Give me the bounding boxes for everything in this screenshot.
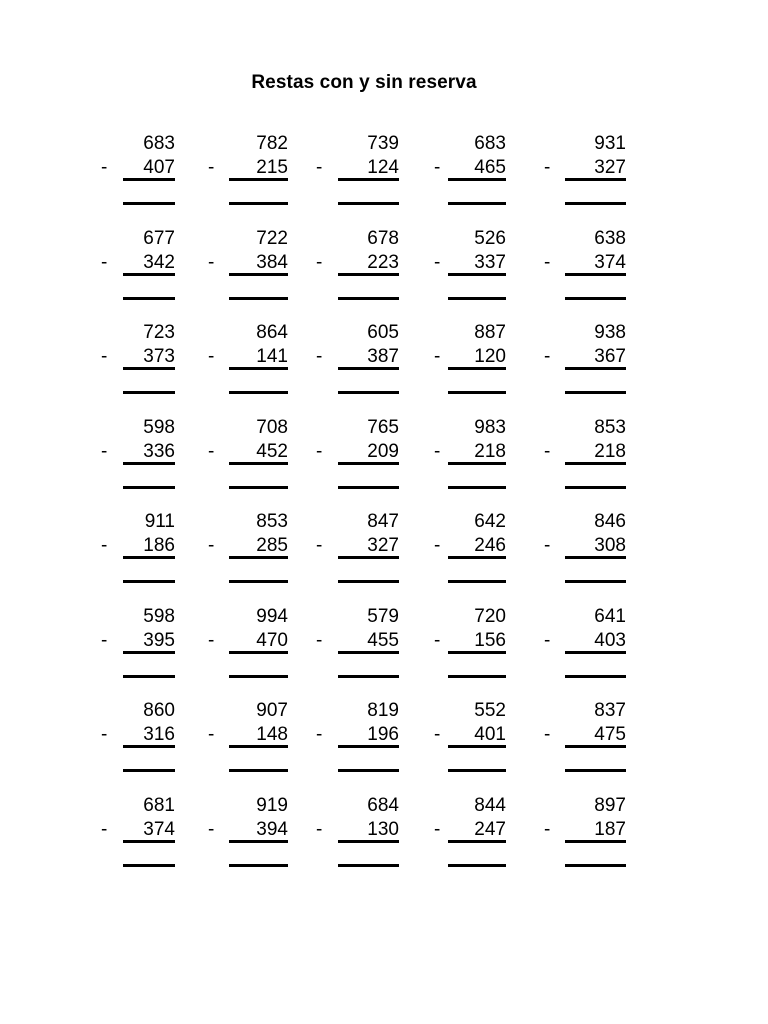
operation-line xyxy=(338,367,399,370)
subtrahend: 209 xyxy=(367,441,399,462)
minuend: 723 xyxy=(143,322,175,343)
minuend: 708 xyxy=(256,417,288,438)
minus-sign: - xyxy=(434,346,441,367)
minus-sign: - xyxy=(434,535,441,556)
minuend: 722 xyxy=(256,228,288,249)
minus-sign: - xyxy=(101,441,108,462)
minus-sign: - xyxy=(101,252,108,273)
subtrahend: 401 xyxy=(474,724,506,745)
operation-line xyxy=(565,840,626,843)
minus-sign: - xyxy=(208,630,215,651)
subtrahend: 186 xyxy=(143,535,175,556)
operation-line xyxy=(123,367,175,370)
answer-line xyxy=(338,297,399,300)
subtrahend: 156 xyxy=(474,630,506,651)
minuend: 683 xyxy=(143,133,175,154)
minus-sign: - xyxy=(544,630,551,651)
subtraction-problem xyxy=(316,605,399,679)
subtraction-problem xyxy=(544,699,626,773)
operation-line xyxy=(229,745,288,748)
operation-line xyxy=(229,651,288,654)
answer-line xyxy=(123,675,175,678)
answer-line xyxy=(565,580,626,583)
minuend: 844 xyxy=(474,795,506,816)
minus-sign: - xyxy=(316,252,323,273)
subtraction-problem xyxy=(208,699,288,773)
operation-line xyxy=(448,556,506,559)
operation-line xyxy=(338,745,399,748)
subtrahend: 141 xyxy=(256,346,288,367)
answer-line xyxy=(448,391,506,394)
operation-line xyxy=(448,651,506,654)
operation-line xyxy=(448,273,506,276)
subtrahend: 247 xyxy=(474,819,506,840)
operation-line xyxy=(338,840,399,843)
operation-line xyxy=(123,556,175,559)
minus-sign: - xyxy=(208,819,215,840)
operation-line xyxy=(123,840,175,843)
answer-line xyxy=(448,580,506,583)
answer-line xyxy=(448,202,506,205)
operation-line xyxy=(229,840,288,843)
subtraction-problem xyxy=(208,605,288,679)
subtrahend: 470 xyxy=(256,630,288,651)
subtraction-problem xyxy=(208,132,288,206)
minus-sign: - xyxy=(316,819,323,840)
subtraction-problem xyxy=(316,794,399,868)
subtraction-problem xyxy=(101,132,175,206)
minus-sign: - xyxy=(434,819,441,840)
subtrahend: 215 xyxy=(256,157,288,178)
answer-line xyxy=(229,675,288,678)
operation-line xyxy=(229,556,288,559)
minuend: 864 xyxy=(256,322,288,343)
answer-line xyxy=(338,864,399,867)
subtrahend: 223 xyxy=(367,252,399,273)
answer-line xyxy=(565,864,626,867)
answer-line xyxy=(448,486,506,489)
answer-line xyxy=(338,486,399,489)
minuend: 678 xyxy=(367,228,399,249)
answer-line xyxy=(565,675,626,678)
minuend: 641 xyxy=(594,606,626,627)
minus-sign: - xyxy=(101,535,108,556)
subtraction-problem xyxy=(434,321,506,395)
minus-sign: - xyxy=(101,157,108,178)
subtrahend: 285 xyxy=(256,535,288,556)
subtrahend: 367 xyxy=(594,346,626,367)
subtraction-problem xyxy=(544,510,626,584)
subtrahend: 196 xyxy=(367,724,399,745)
subtraction-problem xyxy=(544,132,626,206)
minuend: 782 xyxy=(256,133,288,154)
minuend: 638 xyxy=(594,228,626,249)
minus-sign: - xyxy=(434,724,441,745)
subtraction-problem xyxy=(101,227,175,301)
minuend: 931 xyxy=(594,133,626,154)
answer-line xyxy=(565,202,626,205)
operation-line xyxy=(229,462,288,465)
answer-line xyxy=(123,202,175,205)
minus-sign: - xyxy=(316,724,323,745)
minus-sign: - xyxy=(316,441,323,462)
minus-sign: - xyxy=(434,252,441,273)
minus-sign: - xyxy=(208,157,215,178)
subtrahend: 395 xyxy=(143,630,175,651)
answer-line xyxy=(123,297,175,300)
subtrahend: 374 xyxy=(594,252,626,273)
subtraction-problem xyxy=(101,416,175,490)
subtraction-problem xyxy=(316,132,399,206)
subtraction-problem xyxy=(208,510,288,584)
minuend: 837 xyxy=(594,700,626,721)
subtrahend: 316 xyxy=(143,724,175,745)
operation-line xyxy=(229,178,288,181)
subtrahend: 327 xyxy=(367,535,399,556)
operation-line xyxy=(229,367,288,370)
operation-line xyxy=(338,273,399,276)
minus-sign: - xyxy=(316,535,323,556)
minus-sign: - xyxy=(208,535,215,556)
subtraction-problem xyxy=(434,132,506,206)
minuend: 683 xyxy=(474,133,506,154)
subtrahend: 187 xyxy=(594,819,626,840)
minuend: 598 xyxy=(143,417,175,438)
minus-sign: - xyxy=(544,346,551,367)
answer-line xyxy=(229,297,288,300)
minuend: 765 xyxy=(367,417,399,438)
minus-sign: - xyxy=(101,630,108,651)
operation-line xyxy=(565,178,626,181)
minus-sign: - xyxy=(544,724,551,745)
answer-line xyxy=(338,769,399,772)
minus-sign: - xyxy=(316,630,323,651)
subtraction-problem xyxy=(316,227,399,301)
operation-line xyxy=(123,178,175,181)
subtraction-problem xyxy=(101,605,175,679)
operation-line xyxy=(448,367,506,370)
minus-sign: - xyxy=(208,346,215,367)
operation-line xyxy=(565,367,626,370)
subtrahend: 342 xyxy=(143,252,175,273)
minus-sign: - xyxy=(316,346,323,367)
answer-line xyxy=(448,864,506,867)
minus-sign: - xyxy=(316,157,323,178)
operation-line xyxy=(565,745,626,748)
minuend: 983 xyxy=(474,417,506,438)
minuend: 720 xyxy=(474,606,506,627)
answer-line xyxy=(448,675,506,678)
subtrahend: 327 xyxy=(594,157,626,178)
operation-line xyxy=(123,651,175,654)
subtrahend: 336 xyxy=(143,441,175,462)
subtrahend: 148 xyxy=(256,724,288,745)
subtraction-problem xyxy=(208,321,288,395)
minus-sign: - xyxy=(208,441,215,462)
operation-line xyxy=(338,462,399,465)
subtraction-problem xyxy=(544,416,626,490)
subtraction-problem xyxy=(434,794,506,868)
minus-sign: - xyxy=(434,441,441,462)
subtraction-problem xyxy=(208,794,288,868)
minuend: 677 xyxy=(143,228,175,249)
minus-sign: - xyxy=(208,724,215,745)
subtraction-problem xyxy=(101,699,175,773)
minuend: 994 xyxy=(256,606,288,627)
subtrahend: 403 xyxy=(594,630,626,651)
subtraction-problem xyxy=(316,416,399,490)
operation-line xyxy=(565,651,626,654)
answer-line xyxy=(338,580,399,583)
subtrahend: 373 xyxy=(143,346,175,367)
minuend: 853 xyxy=(594,417,626,438)
answer-line xyxy=(565,486,626,489)
subtrahend: 407 xyxy=(143,157,175,178)
operation-line xyxy=(229,273,288,276)
minus-sign: - xyxy=(544,252,551,273)
minus-sign: - xyxy=(101,724,108,745)
subtraction-problem xyxy=(101,794,175,868)
subtraction-problem xyxy=(434,227,506,301)
minuend: 853 xyxy=(256,511,288,532)
subtraction-problem xyxy=(544,794,626,868)
answer-line xyxy=(229,391,288,394)
minuend: 911 xyxy=(144,511,175,532)
minuend: 938 xyxy=(594,322,626,343)
subtraction-problem xyxy=(316,321,399,395)
answer-line xyxy=(338,391,399,394)
subtraction-problem xyxy=(544,321,626,395)
subtraction-problem xyxy=(316,510,399,584)
subtrahend: 337 xyxy=(474,252,506,273)
minuend: 684 xyxy=(367,795,399,816)
minuend: 846 xyxy=(594,511,626,532)
answer-line xyxy=(229,202,288,205)
answer-line xyxy=(229,769,288,772)
answer-line xyxy=(565,297,626,300)
subtraction-problem xyxy=(434,699,506,773)
minuend: 860 xyxy=(143,700,175,721)
minus-sign: - xyxy=(434,157,441,178)
subtraction-problem xyxy=(544,605,626,679)
subtraction-problem xyxy=(101,321,175,395)
minuend: 552 xyxy=(474,700,506,721)
subtraction-problem xyxy=(544,227,626,301)
answer-line xyxy=(123,580,175,583)
minuend: 526 xyxy=(474,228,506,249)
answer-line xyxy=(565,391,626,394)
operation-line xyxy=(338,178,399,181)
subtrahend: 394 xyxy=(256,819,288,840)
minuend: 887 xyxy=(474,322,506,343)
subtraction-problem xyxy=(208,416,288,490)
subtrahend: 218 xyxy=(474,441,506,462)
operation-line xyxy=(338,651,399,654)
minus-sign: - xyxy=(208,252,215,273)
operation-line xyxy=(565,273,626,276)
operation-line xyxy=(448,462,506,465)
subtraction-problem xyxy=(208,227,288,301)
subtraction-problem xyxy=(434,416,506,490)
subtrahend: 387 xyxy=(367,346,399,367)
subtrahend: 475 xyxy=(594,724,626,745)
operation-line xyxy=(565,462,626,465)
minuend: 598 xyxy=(143,606,175,627)
minus-sign: - xyxy=(544,535,551,556)
subtrahend: 130 xyxy=(367,819,399,840)
minus-sign: - xyxy=(544,441,551,462)
answer-line xyxy=(229,864,288,867)
page-title: Restas con y sin reserva xyxy=(251,72,477,93)
subtrahend: 218 xyxy=(594,441,626,462)
subtrahend: 308 xyxy=(594,535,626,556)
answer-line xyxy=(448,297,506,300)
operation-line xyxy=(123,273,175,276)
answer-line xyxy=(338,202,399,205)
operation-line xyxy=(448,840,506,843)
answer-line xyxy=(123,864,175,867)
answer-line xyxy=(448,769,506,772)
answer-line xyxy=(123,769,175,772)
operation-line xyxy=(123,745,175,748)
answer-line xyxy=(123,391,175,394)
operation-line xyxy=(448,745,506,748)
minuend: 579 xyxy=(367,606,399,627)
answer-line xyxy=(123,486,175,489)
answer-line xyxy=(229,580,288,583)
operation-line xyxy=(448,178,506,181)
subtrahend: 246 xyxy=(474,535,506,556)
subtrahend: 455 xyxy=(367,630,399,651)
operation-line xyxy=(338,556,399,559)
minuend: 819 xyxy=(367,700,399,721)
answer-line xyxy=(565,769,626,772)
answer-line xyxy=(229,486,288,489)
operation-line xyxy=(565,556,626,559)
subtrahend: 384 xyxy=(256,252,288,273)
subtrahend: 124 xyxy=(367,157,399,178)
minuend: 847 xyxy=(367,511,399,532)
minus-sign: - xyxy=(101,346,108,367)
minuend: 642 xyxy=(474,511,506,532)
subtrahend: 452 xyxy=(256,441,288,462)
minus-sign: - xyxy=(101,819,108,840)
subtrahend: 465 xyxy=(474,157,506,178)
minus-sign: - xyxy=(434,630,441,651)
minuend: 907 xyxy=(256,700,288,721)
subtraction-problem xyxy=(434,510,506,584)
subtrahend: 120 xyxy=(474,346,506,367)
answer-line xyxy=(338,675,399,678)
minuend: 897 xyxy=(594,795,626,816)
minuend: 739 xyxy=(367,133,399,154)
subtraction-problem xyxy=(316,699,399,773)
operation-line xyxy=(123,462,175,465)
minuend: 681 xyxy=(143,795,175,816)
minuend: 919 xyxy=(256,795,288,816)
subtraction-problem xyxy=(101,510,175,584)
minus-sign: - xyxy=(544,819,551,840)
subtraction-problem xyxy=(434,605,506,679)
minuend: 605 xyxy=(367,322,399,343)
subtrahend: 374 xyxy=(143,819,175,840)
minus-sign: - xyxy=(544,157,551,178)
